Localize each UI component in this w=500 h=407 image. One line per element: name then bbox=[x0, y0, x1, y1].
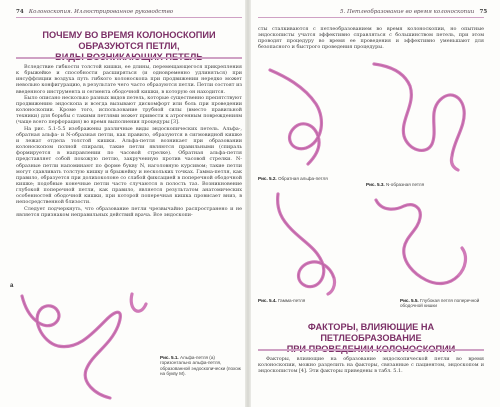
paragraph: Было описано несколько разных видов петель, которые существенно препятствуют продвижению эндоскопа и всегда вызывают дискомфорт или боль при проведении колоноскопии. Кроме того, использование трубной силы (вместо правильной техники) для борьбы с такими петлями может привести к атрогенным повреждениям (чаще всего перфорация) во время выполнения процедуры [3]. bbox=[16, 94, 242, 126]
figure-letter-a: а bbox=[10, 283, 14, 289]
caption-label: Рис. 5.3. bbox=[366, 182, 385, 187]
paragraph: Вследствие гибкости толстой кишки, ее длины, перемещающегося прикрепления к брыжейке и способности расширяться (и одновременно удлиняться) при инсуффляции воздуха путь гибкого колоноскопа при продвижении нередко может невольно конфигурацию, в результате чего часто образуются петли. Петли состоят из введенного инструмента и сегмента ободочной кишки, в которую он находится. bbox=[16, 64, 242, 95]
body-text-right bbox=[258, 26, 484, 51]
colon-tube-shading bbox=[270, 70, 321, 164]
caption-text: Обратная альфа-петля bbox=[277, 176, 328, 181]
left-page bbox=[0, 0, 246, 407]
body-text-right-bottom bbox=[258, 356, 484, 374]
heading-line-1: ФАКТОРЫ, ВЛИЯЮЩИЕ НА ПЕТЛЕОБРАЗОВАНИЕ bbox=[307, 322, 435, 343]
running-head-right bbox=[340, 9, 487, 15]
page-number-right: 75 bbox=[479, 9, 488, 15]
gamma-loop-illustration bbox=[268, 190, 342, 296]
colon-tube bbox=[278, 194, 335, 294]
caption-text: N-образная петля bbox=[385, 182, 425, 187]
paragraph: На рис. 5.1-5.5 изображены различные виды эндоскопических петель. Альфа-, обратная альфа- и N-образная петли, как правило, образуются в сигмовидной кишке и лежат отдела толстой кишки. Альфа-петля возникает при образовании колоноскопом полной спирали, такие петли являются правильными (спираль формируется в направлении по часовой стрелке). Обратная альфа-петля представляет собой похожую петлю, закрученную против часовой стрелки. N-образные петли напоминают по форме букву N, наголовную курсивом; такие петли могут сдавливать толстую кишку и брыжейку и нескольких точках. Гамма-петля, как правило, образуется при долихоколоне со слабой фиксацией в поперечной ободочной кишке; подобные конечные петли часто случаются в полость таз. Возникновение глубокой поперечной петли, как правило, является результатом анатомических особенностей ободочной кишки, при которой поперечная кишка провисает вниз, в непосредственной близости. bbox=[16, 125, 242, 206]
caption-label: Рис. 5.5. bbox=[400, 298, 419, 303]
caption-label: Рис. 5.1. bbox=[160, 355, 179, 360]
caption-text: Глубокая петля поперечной ободочной кишки bbox=[400, 298, 480, 309]
body-text-left bbox=[16, 64, 242, 218]
caption-text: Гамма-петля bbox=[277, 298, 306, 303]
figure-caption-5-5 bbox=[400, 298, 486, 309]
running-head-rule-right bbox=[258, 17, 484, 18]
running-head-rule-left bbox=[16, 17, 242, 18]
colon-tube bbox=[22, 296, 120, 398]
n-loop-illustration bbox=[370, 60, 470, 172]
figure-caption-5-2 bbox=[258, 176, 330, 181]
paragraph: сты сталкиваются с петлеобразованием во время колоноскопии, но опытные эндоскописты учатся эффективно справляться с большинством петель, при этом проводят процедуру во время ее проведения и эффективно уменьшают для безопасного и быстрого проведения процедуры. bbox=[258, 26, 484, 51]
colon-tube-shading bbox=[376, 200, 458, 283]
running-head-left bbox=[16, 9, 173, 15]
colon-tube bbox=[131, 294, 146, 311]
colon-tube-shading bbox=[374, 64, 464, 156]
paragraph: Следует подчеркнуть, что образование петли чрезвычайно распространено и не является признаком неправильных действий врача. Все эндоскопи- bbox=[16, 205, 242, 218]
heading-rule-right bbox=[258, 349, 484, 351]
figure-caption-5-3 bbox=[366, 182, 476, 187]
colon-tube bbox=[374, 64, 464, 170]
page-number-left: 74 bbox=[16, 9, 24, 15]
figure-caption-5-1 bbox=[160, 355, 242, 377]
reverse-alpha-loop-illustration bbox=[264, 66, 334, 166]
caption-text: Альфа-петля (а) горизонтально альфа-петля, образованной эндоскопически (похож на букву М). bbox=[160, 355, 241, 377]
deep-transverse-loop-illustration bbox=[370, 196, 474, 292]
caption-label: Рис. 5.2. bbox=[258, 176, 277, 181]
running-head-title-right: 5. Петлеобразование во время колоноскопии bbox=[340, 9, 475, 15]
heading-rule-left bbox=[16, 57, 242, 59]
right-page bbox=[250, 0, 500, 407]
alpha-loop-illustration bbox=[14, 290, 154, 402]
figure-caption-5-4 bbox=[258, 298, 348, 303]
paragraph: Факторы, влияющие на образование эндоскопической петли во время колоноскопии, можно разделить на факторы, связанные с пациентом, эндоскопом и эндоскопистом [4]. Эти факторы приведены в табл. 5.1. bbox=[258, 356, 484, 375]
colon-tube bbox=[376, 200, 465, 283]
heading-line-1: ПОЧЕМУ ВО ВРЕМЯ КОЛОНОСКОПИИ ОБРАЗУЮТСЯ ПЕТЛИ, bbox=[42, 30, 216, 51]
running-head-title-left: Колоноскопия. Иллюстрированное руководство bbox=[28, 9, 174, 15]
caption-label: Рис. 5.4. bbox=[258, 298, 277, 303]
